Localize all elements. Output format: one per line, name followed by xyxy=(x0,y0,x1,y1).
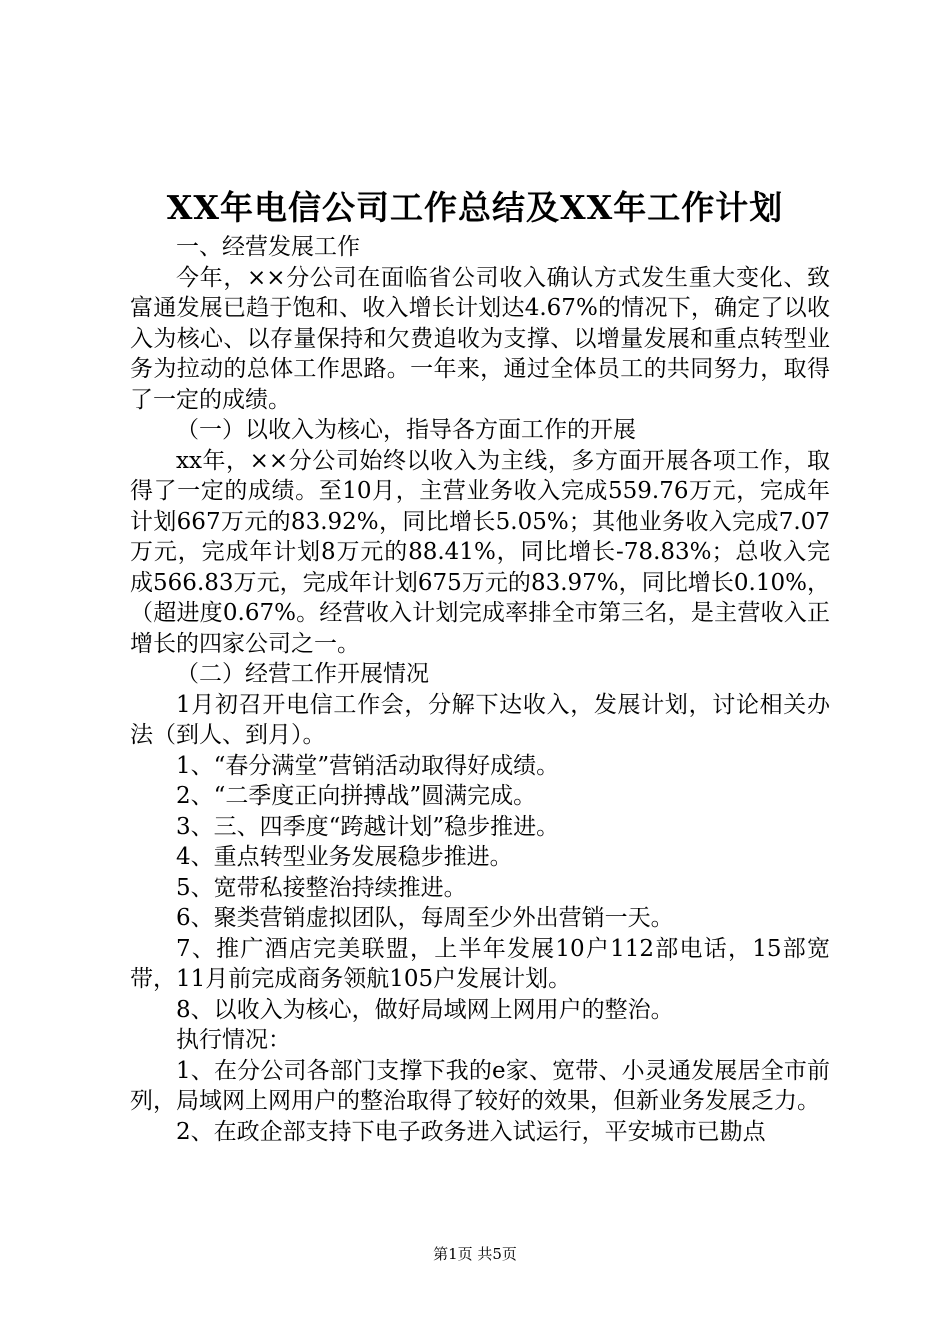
list-item: 7、推广酒店完美联盟，上半年发展10户112部电话，15部宽带，11月前完成商务领航105户发展计划。 xyxy=(130,935,830,992)
subsection-heading: （二）经营工作开展情况 xyxy=(176,661,429,687)
list-item: 4、重点转型业务发展稳步推进。 xyxy=(176,844,513,870)
document-title: XX年电信公司工作总结及XX年工作计划 xyxy=(166,188,784,227)
list-item: 8、以收入为核心，做好局域网上网用户的整治。 xyxy=(176,996,674,1023)
list-item: 3、三、四季度“跨越计划”稳步推进。 xyxy=(176,813,560,840)
list-item: 1、在分公司各部门支撑下我的e家、宽带、小灵通发展居全市前列，局域网上网用户的整治取得了较好的效果，但新业务发展乏力。 xyxy=(130,1057,830,1114)
subsection-heading: （一）以收入为核心，指导各方面工作的开展 xyxy=(176,417,636,443)
list-item: 2、“二季度正向拼搏战”圆满完成。 xyxy=(176,783,537,809)
body-paragraph: xx年，××分公司始终以收入为主线，多方面开展各项工作，取得了一定的成绩。至10月，主营业务收入完成559.76万元，完成年计划667万元的83.92%，同比增长5.05%；其他业务收入完成7.07万元，完成年计划8万元的88.41%，同比增长-78.83%；总收入完成566.83万元，完成年计划675万元的83.97%，同比增长0.10%，（超进度0.67%。经营收入计划完成率排全市第三名，是主营收入正增长的四家公司之一。 xyxy=(130,447,830,657)
list-item: 2、在政企部支持下电子政务进入试运行，平安城市已勘点 xyxy=(176,1118,766,1145)
list-item: 6、聚类营销虚拟团队，每周至少外出营销一天。 xyxy=(176,905,674,931)
page-number-footer: 第1页 共5页 xyxy=(433,1245,517,1263)
list-item: 5、宽带私接整治持续推进。 xyxy=(176,874,467,901)
body-paragraph: 今年，××分公司在面临省公司收入确认方式发生重大变化、致富通发展已趋于饱和、收入增长计划达4.67%的情况下，确定了以收入为核心、以存量保持和欠费追收为支撑、以增量发展和重点转型业务为拉动的总体工作思路。一年来，通过全体员工的共同努力，取得了一定的成绩。 xyxy=(130,264,830,413)
document-body xyxy=(130,232,830,1147)
section-heading: 一、经营发展工作 xyxy=(176,234,360,260)
body-paragraph: 1月初召开电信工作会，分解下达收入，发展计划，讨论相关办法（到人、到月）。 xyxy=(130,691,830,748)
list-item: 1、“春分满堂”营销活动取得好成绩。 xyxy=(176,752,560,779)
body-paragraph: 执行情况： xyxy=(176,1027,291,1053)
